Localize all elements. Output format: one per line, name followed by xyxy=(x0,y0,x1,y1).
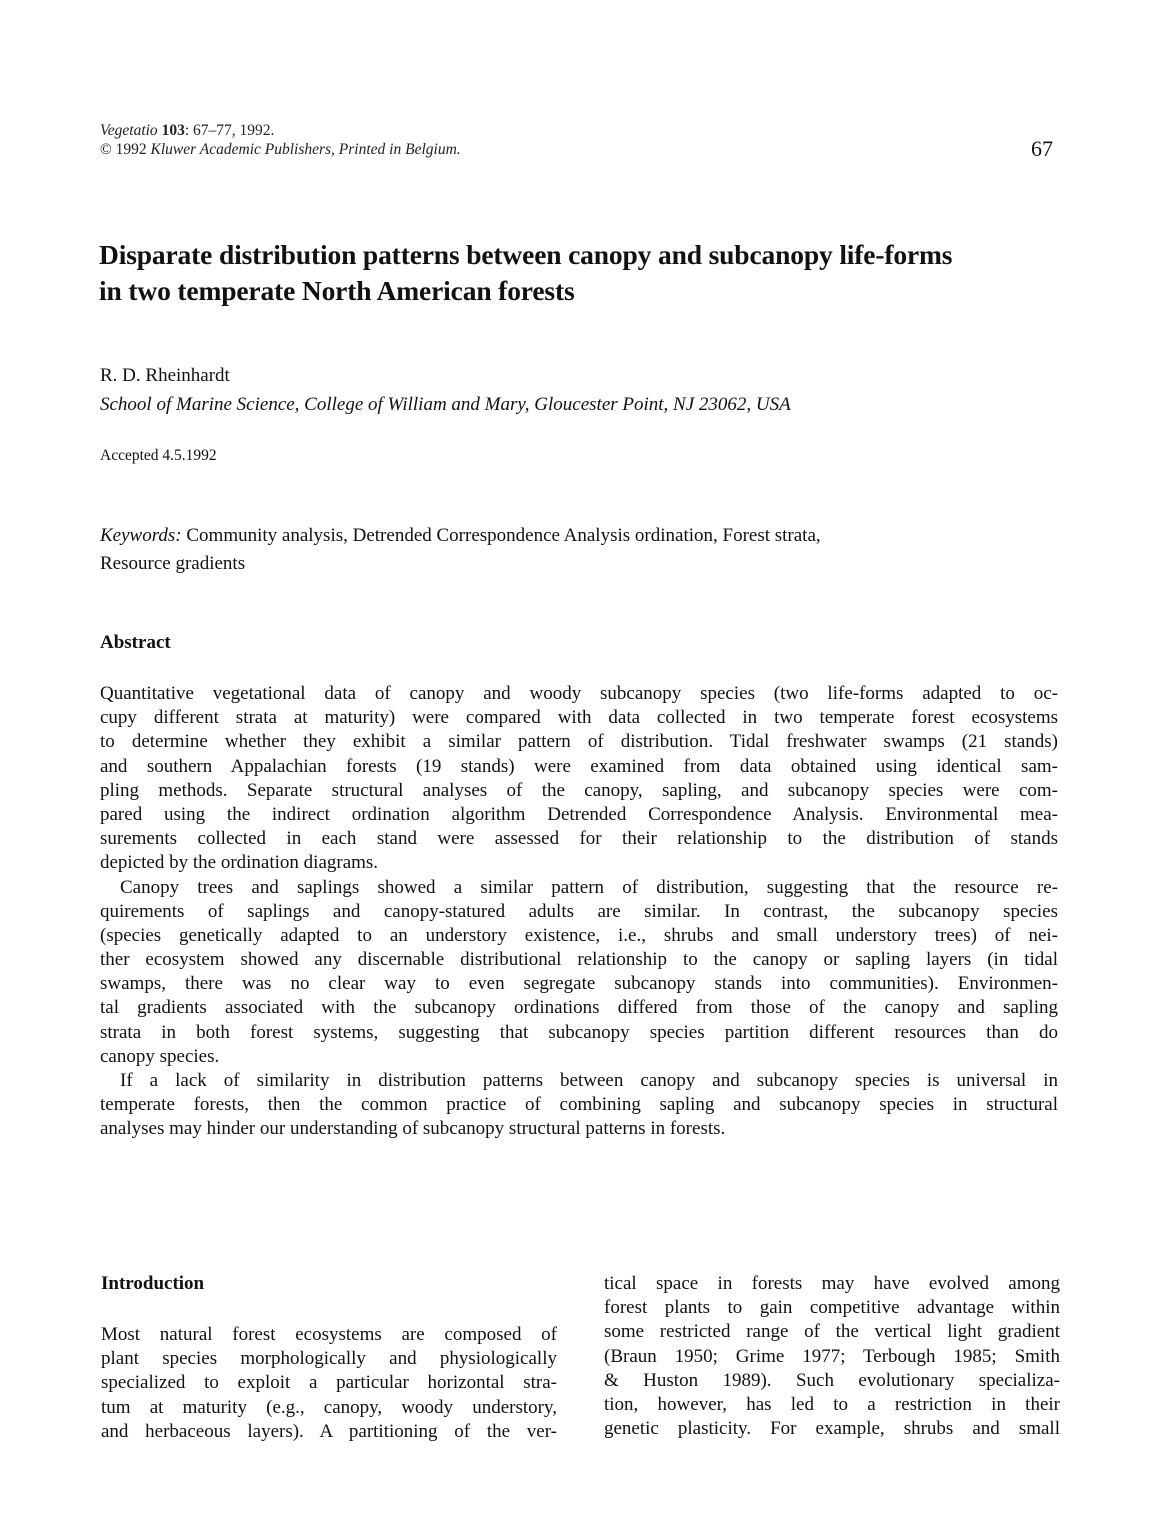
copyright-line xyxy=(100,140,461,159)
title-line: in two temperate North American forests xyxy=(99,275,575,306)
abstract-line: temperate forests, then the common practice of combining sapling and subcanopy species in structural xyxy=(100,1094,1058,1116)
intro-line: plant species morphologically and physiologically xyxy=(101,1348,557,1370)
keywords xyxy=(100,522,1060,578)
intro-line: and herbaceous layers). A partitioning of the ver- xyxy=(101,1420,557,1442)
publisher: Kluwer Academic Publishers, Printed in Belgium. xyxy=(150,141,461,158)
abstract-line: Quantitative vegetational data of canopy and woody subcanopy species (two life-forms adapted to oc- xyxy=(100,683,1058,704)
abstract-line: strata in both forest systems, suggesting that subcanopy species partition different resources than do xyxy=(100,1021,1058,1043)
journal-citation xyxy=(100,121,461,159)
abstract-line: cupy different strata at maturity) were compared with data collected in two temperate forest ecosystems xyxy=(100,707,1058,729)
abstract-line: canopy species. xyxy=(100,1045,220,1067)
accepted-date: Accepted 4.5.1992 xyxy=(100,447,217,464)
intro-line: & Huston 1989). Such evolutionary specializa- xyxy=(604,1369,1060,1391)
keywords-text: Community analysis, Detrended Correspondence Analysis ordination, Forest strata, xyxy=(186,525,821,546)
copyright-symbol: © 1992 xyxy=(100,141,147,158)
abstract-line: swamps, there was no clear way to even segregate subcanopy stands into communities). Environmen- xyxy=(100,973,1058,995)
journal-name: Vegetatio xyxy=(100,122,158,139)
journal-volume: 103 xyxy=(161,122,185,139)
abstract-line: quirements of saplings and canopy-statured adults are similar. In contrast, the subcanopy species xyxy=(100,900,1058,922)
keywords-line: Resource gradients xyxy=(100,553,246,574)
abstract-line: analyses may hinder our understanding of subcanopy structural patterns in forests. xyxy=(100,1118,726,1140)
introduction-heading: Introduction xyxy=(101,1273,205,1294)
intro-line: tion, however, has led to a restriction in their xyxy=(604,1393,1060,1415)
keywords-line xyxy=(100,522,1060,550)
abstract-line: and southern Appalachian forests (19 stands) were examined from data obtained using identical sam- xyxy=(100,755,1058,777)
intro-line: Most natural forest ecosystems are composed of xyxy=(101,1324,557,1345)
intro-line: forest plants to gain competitive advantage within xyxy=(604,1297,1060,1319)
journal-line xyxy=(100,121,461,140)
abstract-line: If a lack of similarity in distribution patterns between canopy and subcanopy species is universal in xyxy=(120,1070,1058,1091)
intro-line: some restricted range of the vertical light gradient xyxy=(604,1321,1060,1343)
author-affiliation: School of Marine Science, College of William and Mary, Gloucester Point, NJ 23062, USA xyxy=(100,394,791,415)
abstract-line: tal gradients associated with the subcanopy ordinations differed from those of the canopy and sapling xyxy=(100,997,1058,1019)
abstract-body xyxy=(100,682,1058,1142)
abstract-heading: Abstract xyxy=(100,632,171,653)
intro-line: genetic plasticity. For example, shrubs and small xyxy=(604,1418,1060,1440)
abstract-line: depicted by the ordination diagrams. xyxy=(100,852,379,874)
abstract-line: ther ecosystem showed any discernable distributional relationship to the canopy or sapling layers (in tidal xyxy=(100,949,1058,971)
keywords-label: Keywords: xyxy=(100,525,182,546)
article-title xyxy=(99,237,1069,309)
intro-line: specialized to exploit a particular horizontal stra- xyxy=(101,1372,557,1394)
abstract-line: to determine whether they exhibit a similar pattern of distribution. Tidal freshwater swamps (21 stands) xyxy=(100,731,1058,753)
title-line: Disparate distribution patterns between canopy and subcanopy life-forms xyxy=(99,239,953,270)
author-name: R. D. Rheinhardt xyxy=(100,365,230,386)
introduction-right-column xyxy=(604,1272,1060,1441)
abstract-line: pling methods. Separate structural analyses of the canopy, sapling, and subcanopy species were com- xyxy=(100,779,1058,801)
intro-line: tum at maturity (e.g., canopy, woody understory, xyxy=(101,1396,557,1418)
intro-line: tical space in forests may have evolved among xyxy=(604,1273,1060,1294)
introduction-left-column xyxy=(101,1323,557,1444)
intro-line: (Braun 1950; Grime 1977; Terbough 1985; Smith xyxy=(604,1345,1060,1367)
abstract-line: surements collected in each stand were assessed for their relationship to the distribution of stands xyxy=(100,828,1058,850)
page-number: 67 xyxy=(1031,136,1053,161)
journal-pages-year: : 67–77, 1992. xyxy=(184,122,275,139)
abstract-line: pared using the indirect ordination algorithm Detrended Correspondence Analysis. Environmental mea- xyxy=(100,803,1058,825)
abstract-line: (species genetically adapted to an understory existence, i.e., shrubs and small understory trees) of nei- xyxy=(100,924,1058,946)
abstract-line: Canopy trees and saplings showed a similar pattern of distribution, suggesting that the resource re- xyxy=(120,876,1058,898)
